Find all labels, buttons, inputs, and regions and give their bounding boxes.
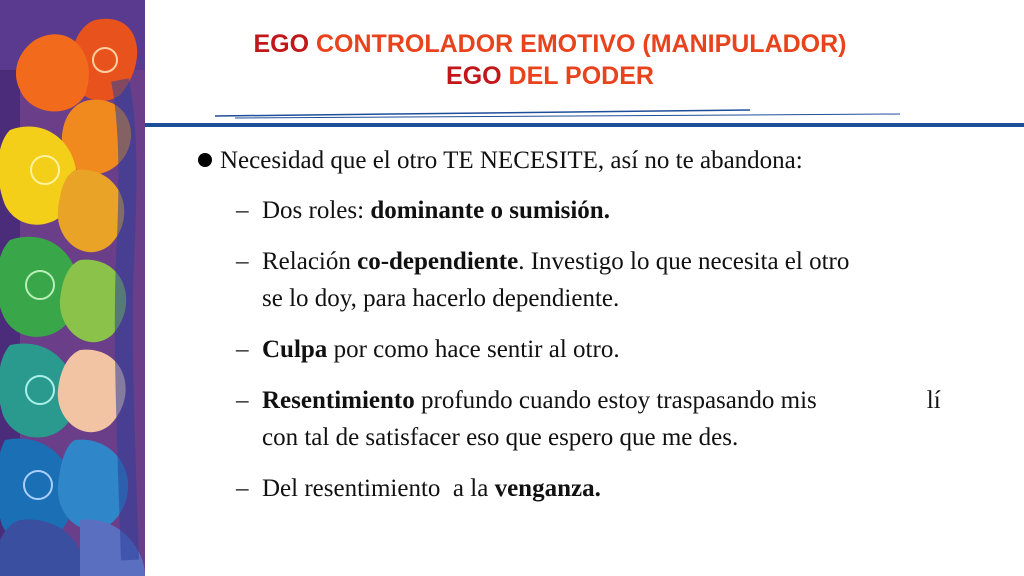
dash-icon: – (236, 248, 249, 275)
title-divider-rule (145, 104, 1024, 128)
sub-item-culpa: – Culpa por como hace sentir al otro. (198, 331, 1024, 368)
slide-body (198, 144, 1024, 507)
decorative-mandala-artwork (0, 0, 145, 576)
dash-icon: – (236, 336, 249, 363)
slide-title (150, 28, 950, 92)
title-line-1: EGO CONTROLADOR EMOTIVO (MANIPULADOR) (253, 30, 847, 58)
bullet-dot-icon (198, 153, 212, 167)
sub-item-venganza: – Del resentimiento a la venganza. (198, 470, 1024, 507)
dash-icon: – (236, 475, 249, 502)
sub-item-codependiente: – Relación co-dependiente. Investigo lo que necesita el otro se lo doy, para hacerlo dependiente. (198, 243, 1024, 317)
dash-icon: – (236, 197, 249, 224)
dash-icon: – (236, 387, 249, 414)
sub-item-resentimiento: – Resentimiento profundo cuando estoy traspasando mis lí con tal de satisfacer eso que espero que me des. (198, 382, 1024, 456)
sub-item-roles: – Dos roles: dominante o sumisión. (198, 192, 1024, 229)
title-line-2: EGO DEL PODER (446, 62, 654, 90)
main-bullet: Necesidad que el otro TE NECESITE, así no te abandona: (198, 144, 1024, 178)
